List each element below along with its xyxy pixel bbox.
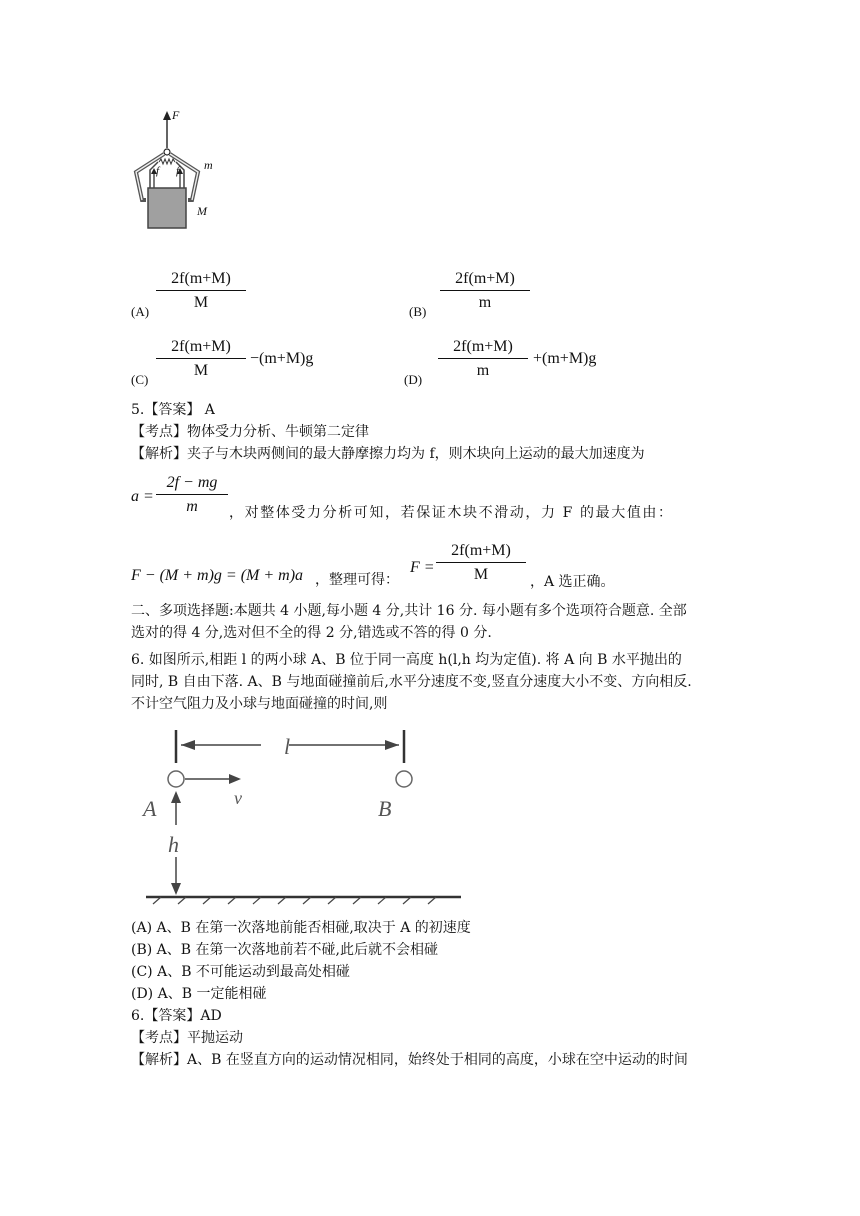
q6-stem-line2: 同时, B 自由下落. A、B 与地面碰撞前后,水平分速度不变,竖直分速度大小不变、方向相反.	[131, 674, 692, 690]
option-d-fraction	[438, 338, 528, 380]
q5-after-eq2: ，整理可得：	[315, 572, 399, 588]
q5-after-eq1: ，对整体受力分析可知，若保证木块不滑动，力 F 的最大值由：	[229, 505, 674, 521]
option-c-numerator: 2f(m+M)	[156, 338, 246, 359]
option-c-denominator: M	[193, 362, 209, 379]
distance-l-label: l	[284, 734, 291, 759]
q5-topic: 【考点】物体受力分析、牛顿第二定律	[131, 424, 369, 440]
option-b-numerator: 2f(m+M)	[440, 270, 530, 291]
q6-option-d: (D) A、B 一定能相碰	[131, 986, 267, 1002]
q5-eq3-numerator: 2f(m+M)	[436, 542, 526, 563]
q6-option-c: (C) A、B 不可能运动到最高处相碰	[131, 964, 350, 980]
option-a-fraction	[156, 270, 246, 312]
small-mass-label: m	[204, 158, 213, 172]
height-h-label: h	[168, 832, 179, 857]
option-a-denominator: M	[193, 294, 209, 311]
option-a-numerator: 2f(m+M)	[156, 270, 246, 291]
q6-topic: 【考点】平抛运动	[131, 1030, 243, 1046]
q5-eq1-fraction	[156, 474, 228, 516]
q6-analysis: 【解析】A、B 在竖直方向的运动情况相同，始终处于相同的高度，小球在空中运动的时间	[131, 1052, 688, 1068]
option-c-fraction	[156, 338, 246, 380]
q5-eq3-lhs: F =	[410, 559, 435, 576]
ball-a-label: A	[143, 796, 157, 821]
q6-stem-line3: 不计空气阻力及小球与地面碰撞的时间,则	[131, 696, 388, 712]
q6-option-a: (A) A、B 在第一次落地前能否相碰,取决于 A 的初速度	[131, 920, 471, 936]
q5-eq1-denominator: m	[186, 498, 198, 515]
q5-eq3-denominator: M	[473, 566, 489, 583]
option-d-label: (D)	[404, 372, 423, 387]
q5-conclusion: ，A 选正确。	[530, 574, 615, 590]
q5-eq1-numerator: 2f − mg	[156, 474, 228, 495]
option-d-denominator: m	[476, 362, 490, 379]
option-b-label: (B)	[409, 304, 427, 319]
option-b-denominator: m	[478, 294, 492, 311]
q5-analysis: 【解析】夹子与木块两侧间的最大静摩擦力均为 f，则木块向上运动的最大加速度为	[131, 446, 645, 462]
force-label: F	[172, 108, 180, 122]
velocity-v-label: v	[234, 788, 242, 808]
option-b-fraction	[440, 270, 530, 312]
big-mass-label: M	[197, 204, 207, 218]
projectile-figure	[131, 725, 466, 905]
section2-line1: 二、多项选择题:本题共 4 小题,每小题 4 分,共计 16 分. 每小题有多个选项符合题意. 全部	[131, 603, 687, 619]
q6-answer: 6.【答案】AD	[131, 1008, 222, 1024]
q5-eq1-lhs: a =	[131, 488, 154, 505]
q6-option-b: (B) A、B 在第一次落地前若不碰,此后就不会相碰	[131, 942, 438, 958]
option-a-label: (A)	[131, 304, 150, 319]
option-c-label: (C)	[131, 372, 149, 387]
friction-right-label: f	[176, 165, 180, 177]
option-d-numerator: 2f(m+M)	[438, 338, 528, 359]
q6-stem-line1: 6. 如图所示,相距 l 的两小球 A、B 位于同一高度 h(l,h 均为定值). 将 A 向 B 水平抛出的	[131, 652, 682, 668]
ball-b-label: B	[378, 796, 392, 821]
q5-eq2: F − (M + m)g = (M + m)a	[131, 567, 304, 584]
option-d-tail: +(m+M)g	[533, 350, 597, 367]
q5-eq3-fraction	[436, 542, 526, 584]
option-c-tail: −(m+M)g	[250, 350, 314, 367]
friction-left-label: f	[156, 165, 160, 177]
section2-line2: 选对的得 4 分,选对但不全的得 2 分,错选或不答的得 0 分.	[131, 625, 492, 641]
q5-answer: 5.【答案】 A	[131, 402, 215, 418]
